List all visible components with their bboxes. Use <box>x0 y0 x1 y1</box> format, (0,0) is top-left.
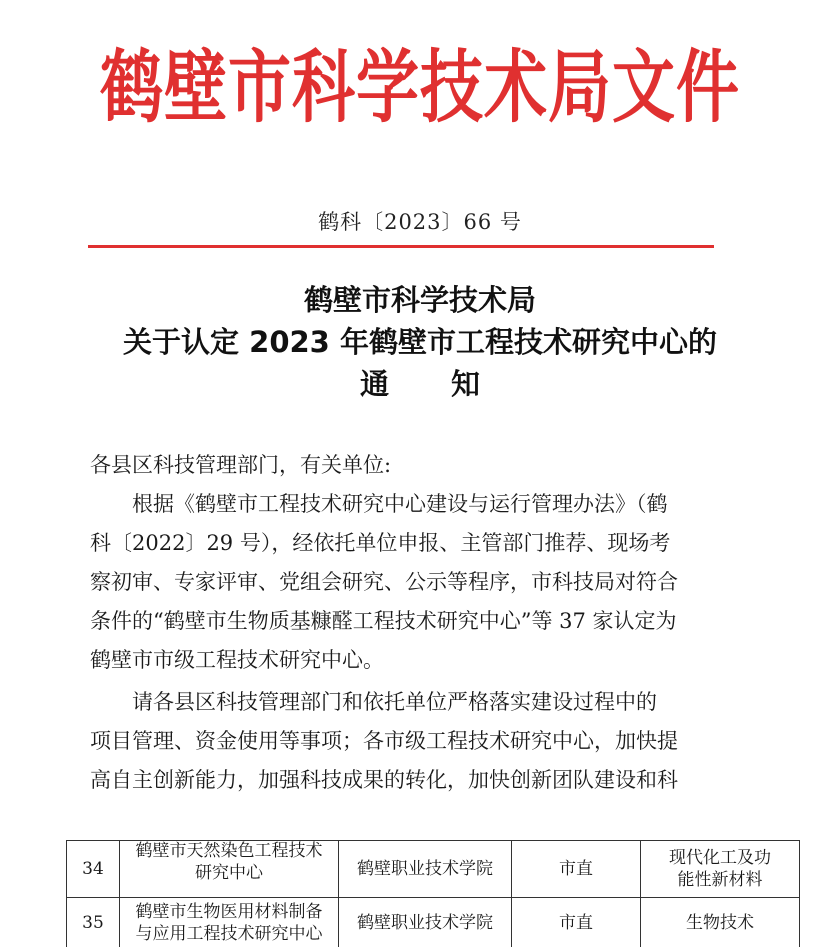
notice-body <box>90 446 720 800</box>
document-number: 鹤科〔2023〕66 号 <box>318 210 522 234</box>
paragraph-line: 科〔2022〕29 号），经依托单位申报、主管部门推荐、现场考 <box>90 531 671 555</box>
center-name-line: 研究中心 <box>195 863 263 883</box>
table-row <box>67 898 800 947</box>
field-line: 现代化工及功 <box>669 848 771 868</box>
paragraph-line: 察初审、专家评审、党组会研究、公示等程序，市科技局对符合 <box>90 570 678 594</box>
field-cell <box>641 898 800 947</box>
table-row <box>67 841 800 898</box>
paragraph-line: 请各县区科技管理部门和依托单位严格落实建设过程中的 <box>132 690 657 714</box>
host-unit-cell: 鹤壁职业技术学院 <box>339 898 512 947</box>
field-cell <box>641 841 800 898</box>
center-name-cell <box>120 841 339 898</box>
field-line: 能性新材料 <box>677 870 763 890</box>
center-list-table-fragment <box>66 840 800 947</box>
title-line: 通 知 <box>359 367 507 401</box>
area-cell: 市直 <box>512 841 641 898</box>
center-name-line: 鹤壁市生物医用材料制备 <box>135 902 323 922</box>
salutation: 各县区科技管理部门，有关单位: <box>90 453 392 477</box>
notice-title <box>0 279 840 405</box>
center-list-table <box>66 840 800 947</box>
row-number: 34 <box>67 841 120 898</box>
area-cell: 市直 <box>512 898 641 947</box>
title-line: 鹤壁市科学技术局 <box>303 283 536 317</box>
host-unit-cell: 鹤壁职业技术学院 <box>339 841 512 898</box>
center-name-line: 与应用工程技术研究中心 <box>135 924 323 944</box>
title-line: 关于认定 2023 年鹤壁市工程技术研究中心的 <box>123 325 717 359</box>
center-name-line: 鹤壁市天然染色工程技术 <box>135 841 323 861</box>
row-number: 35 <box>67 898 120 947</box>
center-name-cell <box>120 898 339 947</box>
paragraph-line: 条件的“鹤壁市生物质基糠醛工程技术研究中心”等 37 家认定为 <box>90 609 677 633</box>
paragraph-line: 高自主创新能力，加强科技成果的转化，加快创新团队建设和科 <box>90 768 678 792</box>
field-line: 生物技术 <box>686 913 754 933</box>
paragraph-line: 鹤壁市市级工程技术研究中心。 <box>90 648 384 672</box>
red-divider-line <box>88 245 714 248</box>
document-header-title: 鹤壁市科学技术局文件 <box>100 41 740 133</box>
paragraph-line: 根据《鹤壁市工程技术研究中心建设与运行管理办法》（鹤 <box>132 492 668 516</box>
paragraph-line: 项目管理、资金使用等事项；各市级工程技术研究中心，加快提 <box>90 729 678 753</box>
